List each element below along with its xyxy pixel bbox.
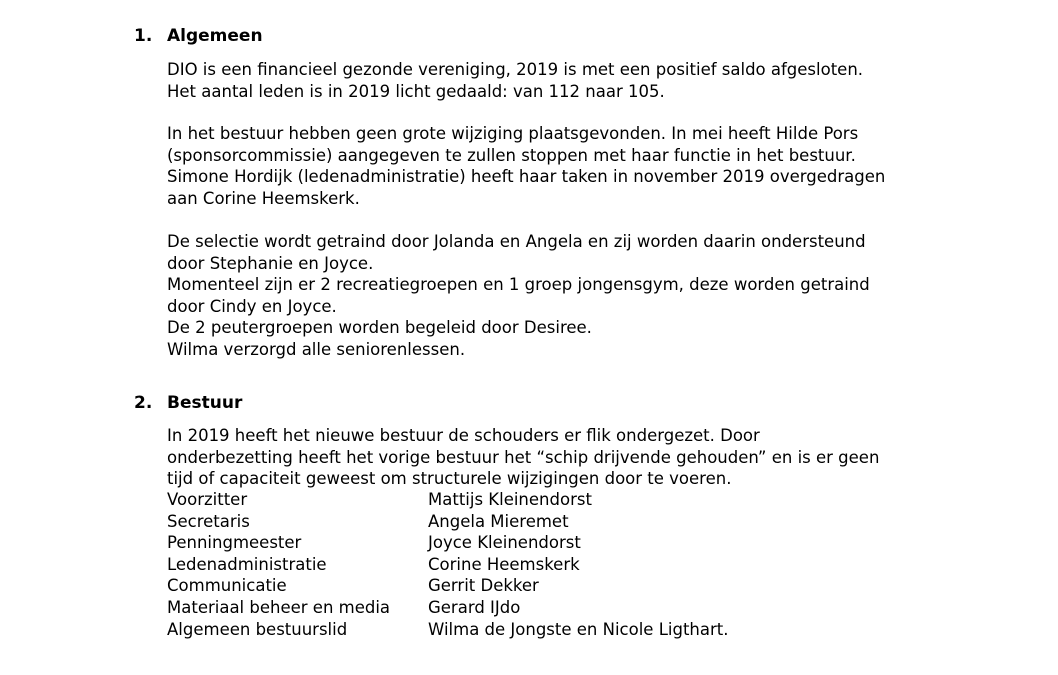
section-number: 2. (134, 393, 153, 413)
text-line: Momenteel zijn er 2 recreatiegroepen en 1 groep jongensgym, deze worden getraind (167, 275, 870, 295)
text-line: De selectie wordt getraind door Jolanda en Angela en zij worden daarin ondersteund (167, 232, 866, 251)
table-row (167, 575, 729, 597)
board-role: Secretaris (167, 511, 250, 531)
board-member-name: Corine Heemskerk (428, 554, 580, 574)
text-line: onderbezetting heeft het vorige bestuur het “schip drijvende gehouden” en is er geen (167, 447, 880, 467)
paragraph (167, 59, 967, 102)
board-role: Ledenadministratie (167, 554, 327, 574)
board-member-name: Angela Mieremet (428, 511, 569, 531)
paragraph (167, 231, 967, 361)
board-member-name: Joyce Kleinendorst (428, 533, 581, 553)
paragraph (167, 123, 967, 209)
table-row (167, 511, 729, 533)
table-row (167, 489, 729, 511)
section-number: 1. (134, 26, 153, 46)
section-heading-bestuur (134, 392, 242, 414)
board-member-name: Gerrit Dekker (428, 576, 539, 596)
board-role: Algemeen bestuurslid (167, 619, 348, 639)
text-line: De 2 peutergroepen worden begeleid door Desiree. (167, 318, 592, 338)
paragraph (167, 425, 967, 490)
text-line: door Cindy en Joyce. (167, 296, 337, 316)
board-role: Communicatie (167, 576, 287, 596)
board-role: Penningmeester (167, 533, 302, 553)
section-title: Algemeen (167, 26, 263, 46)
text-line: door Stephanie en Joyce. (167, 253, 374, 273)
board-members-table (167, 489, 729, 640)
text-line: Simone Hordijk (ledenadministratie) heeft haar taken in november 2019 overgedragen (167, 167, 886, 187)
table-row (167, 597, 729, 619)
text-line: (sponsorcommissie) aangegeven te zullen stoppen met haar functie in het bestuur. (167, 145, 856, 165)
board-member-name: Mattijs Kleinendorst (428, 490, 592, 509)
text-line: Het aantal leden is in 2019 licht gedaald: van 112 naar 105. (167, 81, 665, 101)
text-line: tijd of capaciteit geweest om structurele wijzigingen door te voeren. (167, 469, 732, 489)
text-line: In 2019 heeft het nieuwe bestuur de schouders er flik ondergezet. Door (167, 426, 760, 445)
board-role: Materiaal beheer en media (167, 597, 391, 617)
table-row (167, 619, 729, 641)
section-heading-algemeen (134, 25, 263, 47)
board-role: Voorzitter (167, 490, 248, 509)
board-member-name: Wilma de Jongste en Nicole Ligthart. (428, 619, 729, 639)
text-line: In het bestuur hebben geen grote wijziging plaatsgevonden. In mei heeft Hilde Pors (167, 124, 859, 143)
text-line: aan Corine Heemskerk. (167, 188, 360, 208)
table-row (167, 554, 729, 576)
table-row (167, 532, 729, 554)
section-title: Bestuur (167, 393, 243, 413)
board-member-name: Gerard IJdo (428, 597, 521, 617)
text-line: DIO is een financieel gezonde vereniging, 2019 is met een positief saldo afgesloten. (167, 60, 864, 79)
text-line: Wilma verzorgd alle seniorenlessen. (167, 339, 466, 359)
